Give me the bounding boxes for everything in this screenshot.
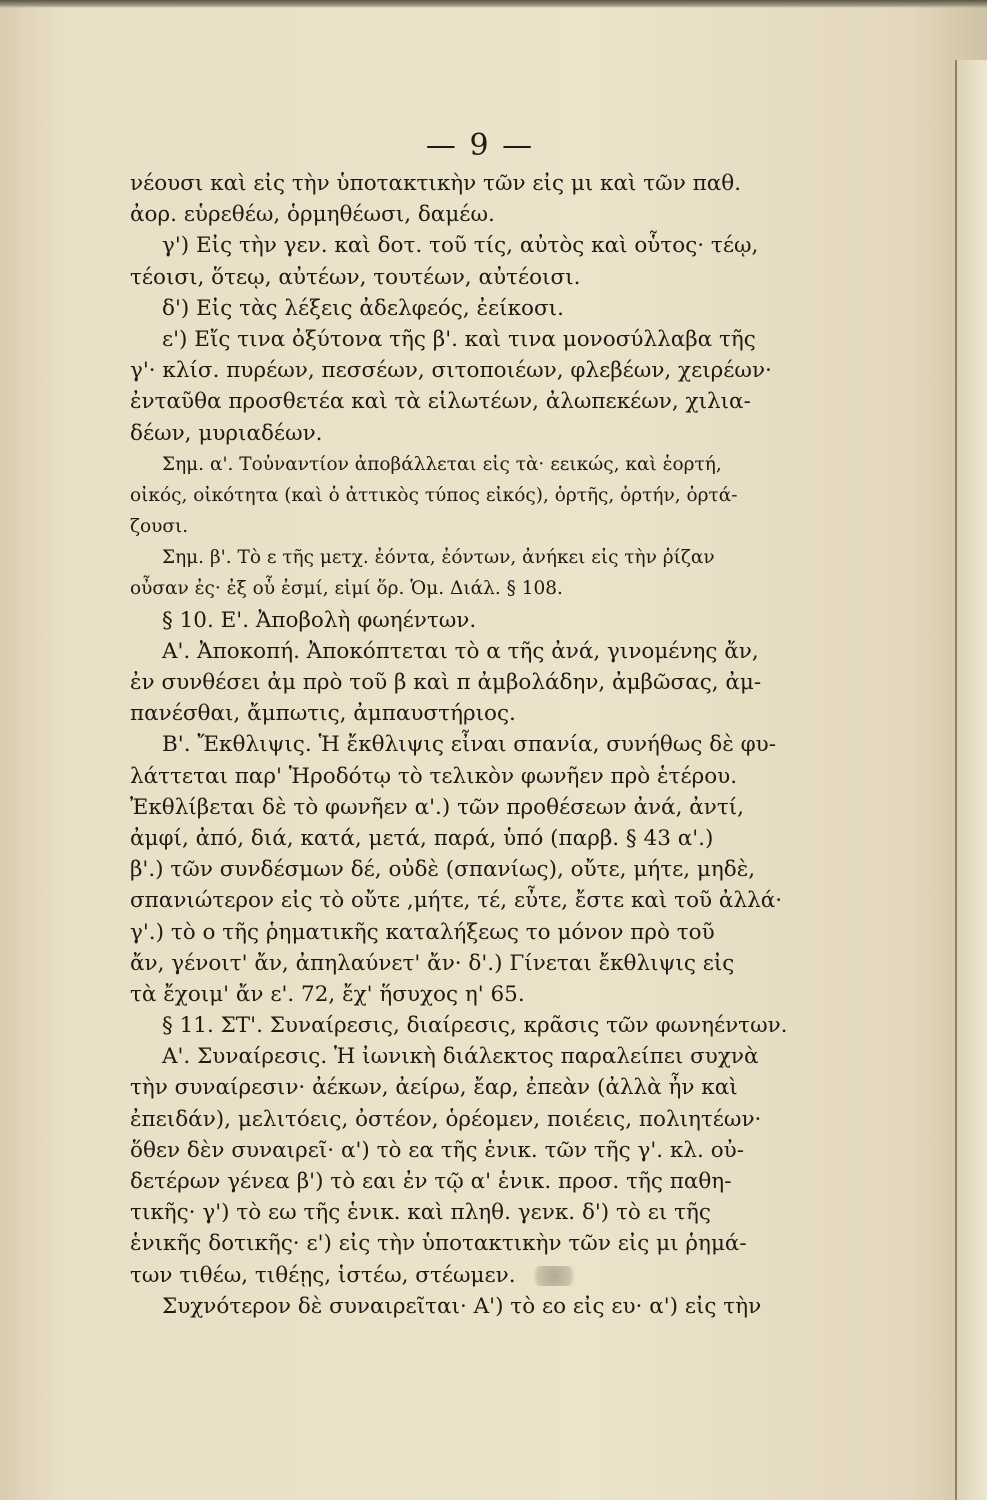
- page-top-edge: [0, 0, 987, 8]
- text-line: Α'. Ἀποκοπή. Ἀποκόπτεται τὸ α τῆς ἀνά, γινομένης ἄν,: [162, 638, 759, 664]
- text-line: Α'. Συναίρεσις. Ἡ ἰωνικὴ διάλεκτος παραλείπει συχνὰ: [162, 1044, 759, 1070]
- text-line: ε') Εἴς τινα ὀξύτονα τῆς β'. καὶ τινα μονοσύλλαβα τῆς: [162, 326, 756, 352]
- text-line: λάττεται παρ' Ἡροδότῳ τὸ τελικὸν φωνῆεν πρὸ ἑτέρου.: [130, 763, 738, 789]
- text-line: γ'.) τὸ ο τῆς ῥηματικῆς καταλήξεως το μόνον πρὸ τοῦ: [130, 919, 715, 945]
- note-line: ζουσι.: [130, 516, 189, 538]
- text-line: ἄν, γένοιτ' ἄν, ἀπηλαύνετ' ἄν· δ'.) Γίνεται ἔκθλιψις εἰς: [130, 950, 735, 976]
- text-line: τὰ ἔχοιμ' ἄν ε'. 72, ἔχ' ἥσυχος η' 65.: [130, 981, 525, 1007]
- text-line: τέοισι, ὅτεῳ, αὐτέων, τουτέων, αὐτέοισι.: [130, 264, 581, 290]
- note-line: Σημ. α'. Τοὐναντίον ἀποβάλλεται εἰς τὰ· εεικώς, καὶ ἑορτή,: [162, 453, 722, 475]
- text-line: τικῆς· γ') τὸ εω τῆς ἑνικ. καὶ πληθ. γενκ. δ') τὸ ει τῆς: [130, 1200, 711, 1226]
- text-line: Β'. Ἔκθλιψις. Ἡ ἔκθλιψις εἶναι σπανία, συνήθως δὲ φυ-: [162, 732, 776, 758]
- text-line: ἑνικῆς δοτικῆς· ε') εἰς τὴν ὑποτακτικὴν τῶν εἰς μι ῥημά-: [130, 1231, 747, 1257]
- text-line: δετέρων γένεα β') τὸ εαι ἐν τῷ α' ἑνικ. προσ. τῆς παθη-: [130, 1169, 732, 1194]
- page-binding-edge: [955, 60, 987, 1500]
- note-line: Σημ. β'. Τὸ ε τῆς μετχ. ἐόντα, ἐόντων, ἀνήκει εἰς τὴν ῥίζαν: [162, 547, 715, 569]
- text-line: σπανιώτερον εἰς τὸ οὔτε ,μήτε, τέ, εὖτε, ἔστε καὶ τοῦ ἀλλά·: [130, 888, 783, 914]
- text-line: ἐνταῦθα προσθετέα καὶ τὰ εἱλωτέων, ἀλωπεκέων, χιλια-: [130, 389, 751, 415]
- text-line: ὅθεν δὲν συναιρεῖ· α') τὸ εα τῆς ἑνικ. τῶν τῆς γ'. κλ. οὐ-: [130, 1137, 744, 1163]
- text-line: δέων, μυριαδέων.: [130, 420, 323, 446]
- page-body: [130, 168, 830, 1322]
- text-line: τὴν συναίρεσιν· ἀέκων, ἀείρω, ἔαρ, ἐπεὰν (ἀλλὰ ἦν καὶ: [130, 1075, 738, 1101]
- text-line: πανέσθαι, ἄμπωτις, ἀμπαυστήριος.: [130, 701, 516, 727]
- page-number: — 9 —: [425, 128, 535, 163]
- text-line-content: των τιθέω, τιθέῃς, ἱστέω, στέωμεν.: [130, 1262, 516, 1288]
- text-line: Ἐκθλίβεται δὲ τὸ φωνῆεν α'.) τῶν προθέσεων ἀνά, ἀντί,: [130, 794, 744, 820]
- section-heading: § 10. Ε'. Ἀποβολὴ φωηέντων.: [162, 607, 477, 633]
- note-line: οἰκός, οἰκότητα (καὶ ὁ ἀττικὸς τύπος εἰκός), ὁρτῆς, ὁρτήν, ὁρτά-: [130, 484, 738, 506]
- text-line: δ') Εἰς τὰς λέξεις ἀδελφεός, ἐείκοσι.: [162, 295, 564, 321]
- text-line: [130, 1260, 830, 1291]
- text-line: ἐν συνθέσει ἀμ πρὸ τοῦ β καὶ π ἀμβολάδην, ἀμβῶσας, ἀμ-: [130, 670, 762, 695]
- ink-stamp: [528, 1266, 580, 1286]
- text-line: β'.) τῶν συνδέσμων δέ, οὐδὲ (σπανίως), οὔτε, μήτε, μηδὲ,: [130, 857, 756, 883]
- text-line: ἀμφί, ἀπό, διά, κατά, μετά, παρά, ὑπό (παρβ. § 43 α'.): [130, 825, 714, 851]
- text-line: γ') Εἰς τὴν γεν. καὶ δοτ. τοῦ τίς, αὐτὸς καὶ οὗτος· τέῳ,: [162, 233, 759, 259]
- note-line: οὖσαν ἐς· ἐξ οὗ ἐσμί, εἰμί ὅρ. Ὁμ. Διάλ. § 108.: [130, 578, 563, 600]
- text-line: γ'· κλίσ. πυρέων, πεσσέων, σιτοποιέων, φλεβέων, χειρέων·: [130, 358, 772, 384]
- section-heading: § 11. ΣΤ'. Συναίρεσις, διαίρεσις, κρᾶσις τῶν φωνηέντων.: [162, 1013, 788, 1039]
- text-line: νέουσι καὶ εἰς τὴν ὑποτακτικὴν τῶν εἰς μι καὶ τῶν παθ.: [130, 171, 742, 196]
- text-line: ἐπειδάν), μελιτόεις, ὀστέον, ὁρέομεν, ποιέεις, πολιητέων·: [130, 1106, 762, 1132]
- text-line: Συχνότερον δὲ συναιρεῖται· Α') τὸ εο εἰς ευ· α') εἰς τὴν: [162, 1293, 762, 1319]
- text-line: ἀορ. εὑρεθέω, ὁρμηθέωσι, δαμέω.: [130, 202, 495, 228]
